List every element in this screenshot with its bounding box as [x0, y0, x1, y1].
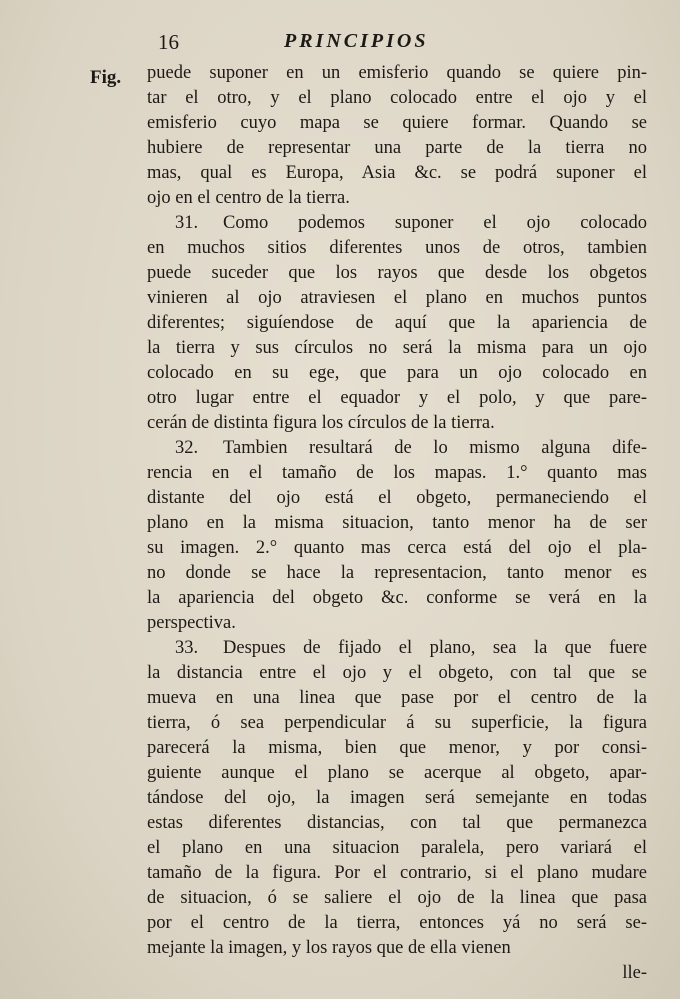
paragraph-number: 31. — [175, 213, 199, 233]
text-line: mas, qual es Europa, Asia &c. se podrá suponer el — [147, 163, 647, 183]
text-line: hubiere de representar una parte de la tierra no — [147, 138, 647, 158]
text-line: puede suponer en un emisferio quando se quiere pin- — [147, 63, 647, 83]
text-line — [147, 636, 647, 661]
text-line: tierra, ó sea perpendicular á su superficie, la figura — [147, 713, 647, 733]
text-line: tar el otro, y el plano colocado entre el ojo y el — [147, 88, 647, 108]
text-line: vinieren al ojo atraviesen el plano en muchos puntos — [147, 288, 647, 308]
text-line: tamaño de la figura. Por el contrario, si el plano mudare — [147, 863, 647, 883]
text-line: plano en la misma situacion, tanto menor ha de ser — [147, 513, 647, 533]
text-line-content: Despues de fijado el plano, sea la que fuere — [223, 638, 647, 658]
text-line: en muchos sitios diferentes unos de otros, tambien — [147, 238, 647, 258]
text-line: guiente aunque el plano se acerque al obgeto, apar- — [147, 763, 647, 783]
text-line: la distancia entre el ojo y el obgeto, con tal que se — [147, 663, 647, 683]
text-line: la tierra y sus círculos no será la misma para un ojo — [147, 338, 647, 358]
text-line: mejante la imagen, y los rayos que de ella vienen — [147, 938, 511, 958]
text-line: mueva en una linea que pase por el centro de la — [147, 688, 647, 708]
paragraph-number: 32. — [175, 438, 199, 458]
text-line-content: Tambien resultará de lo mismo alguna dife- — [223, 438, 647, 458]
text-line: distante del ojo está el obgeto, permaneciendo el — [147, 488, 647, 508]
text-line: no donde se hace la representacion, tanto menor es — [147, 563, 647, 583]
text-line: de situacion, ó se saliere el ojo de la linea que pasa — [147, 888, 647, 908]
text-line: otro lugar entre el equador y el polo, y que pare- — [147, 388, 647, 408]
text-line-content: Como podemos suponer el ojo colocado — [223, 213, 647, 233]
text-line: diferentes; siguíendose de aquí que la apariencia de — [147, 313, 647, 333]
text-line: rencia en el tamaño de los mapas. 1.° quanto mas — [147, 463, 647, 483]
body-text — [147, 61, 647, 986]
text-line: perspectiva. — [147, 613, 236, 633]
text-line: la apariencia del obgeto &c. conforme se verá en la — [147, 588, 647, 608]
page-header — [150, 26, 510, 56]
text-line: emisferio cuyo mapa se quiere formar. Quando se — [147, 113, 647, 133]
text-line: por el centro de la tierra, entonces yá no será se- — [147, 913, 647, 933]
margin-label-fig: Fig. — [90, 67, 122, 88]
text-line: colocado en su ege, que para un ojo colocado en — [147, 363, 647, 383]
text-line: puede suceder que los rayos que desde los obgetos — [147, 263, 647, 283]
page-number: 16 — [158, 30, 179, 54]
paragraph-number: 33. — [175, 638, 199, 658]
text-line: el plano en una situacion paralela, pero variará el — [147, 838, 647, 858]
text-line: parecerá la misma, bien que menor, y por consi- — [147, 738, 647, 758]
text-line: tándose del ojo, la imagen será semejante en todas — [147, 788, 647, 808]
running-title: PRINCIPIOS — [284, 30, 429, 52]
text-line: su imagen. 2.° quanto mas cerca está del ojo el pla- — [147, 538, 647, 558]
catchword: lle- — [622, 963, 647, 983]
text-line: ojo en el centro de la tierra. — [147, 188, 350, 208]
text-line — [147, 211, 647, 236]
text-line: cerán de distinta figura los círculos de la tierra. — [147, 413, 495, 433]
text-line: estas diferentes distancias, con tal que permanezca — [147, 813, 647, 833]
text-line — [147, 436, 647, 461]
